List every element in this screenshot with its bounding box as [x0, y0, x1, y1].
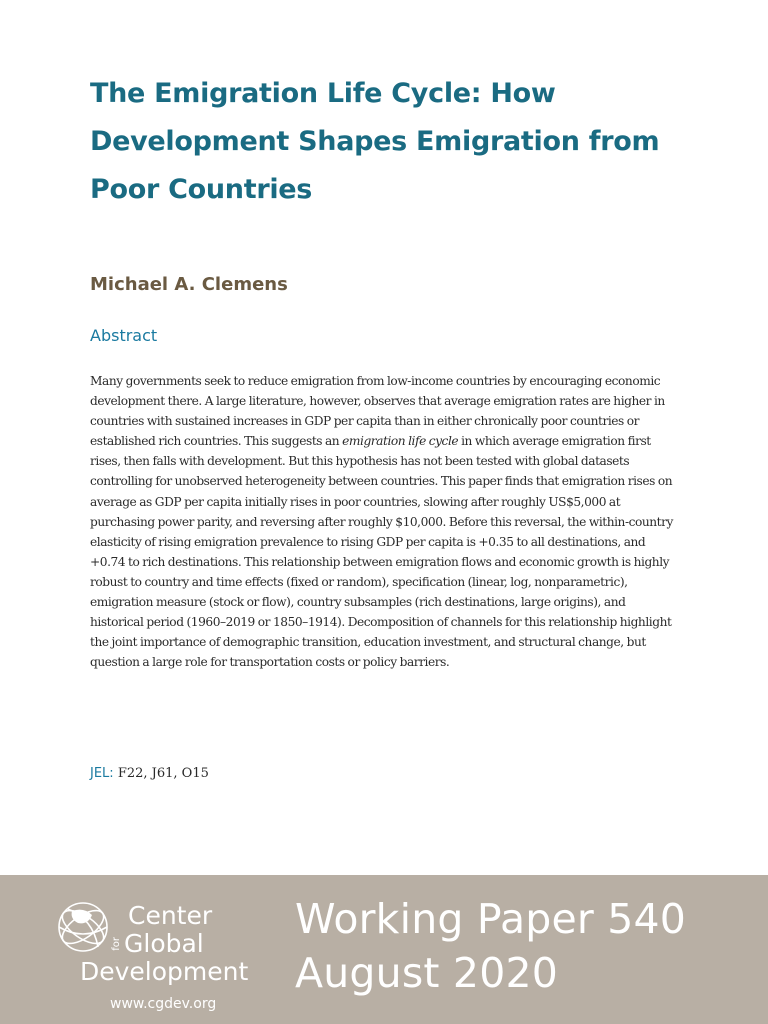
org-name-line3: Development: [80, 957, 249, 986]
org-name-global: Global: [124, 929, 204, 958]
author-name: Michael A. Clemens: [90, 274, 288, 295]
abstract-emphasis: emigration life cycle: [342, 434, 459, 449]
abstract-text-part2: in which average emigration first rises, then falls with development. But this hypothesis has not been tested with global datasets controlling for unobserved heterogeneity between countries. This paper finds that emigration rises on average as GDP per capita initially rises in poor countries, slowing after roughly US$5,000 at purchasing power parity, and reversing after roughly $10,000. Before this reversal, the within-country elasticity of rising emigration prevalence to rising GDP per capita is +0.35 to all destinations, and +0.74 to rich destinations. This relationship between emigration flows and economic growth is highly robust to country and time effects (fixed or random), specification (linear, log, nonparametric), emigration measure (stock or flow), country subsamples (rich destinations, large origins), and historical period (1960–2019 or 1850–1914). Decomposition of channels for this relationship highlight the joint importance of demographic transition, education investment, and structural change, but question a large role for transportation costs or policy barriers.: [90, 434, 673, 670]
org-name-line1: Center: [128, 901, 213, 930]
organization-name: [80, 902, 248, 986]
abstract-text-part1: Many governments seek to reduce emigration from low-income countries by encouraging economic development there. A large literature, however, observes that average emigration rates are higher in countries with sustained increases in GDP per capita than in either chronically poor countries or established rich countries. This suggests an: [90, 374, 665, 449]
footer-band: [0, 875, 768, 1024]
publication-date: August 2020: [295, 949, 559, 997]
abstract-heading: Abstract: [90, 326, 158, 345]
organization-url[interactable]: www.cgdev.org: [110, 996, 217, 1012]
working-paper-number: Working Paper 540: [295, 895, 687, 943]
paper-title: The Emigration Life Cycle: How Development Shapes Emigration from Poor Countries: [90, 78, 660, 205]
jel-codes-line: [90, 764, 209, 784]
jel-codes: F22, J61, O15: [117, 766, 209, 781]
jel-label: JEL:: [90, 766, 114, 781]
abstract-text: [90, 371, 680, 672]
org-name-for: for: [111, 937, 122, 951]
org-name-line2: [80, 930, 248, 958]
